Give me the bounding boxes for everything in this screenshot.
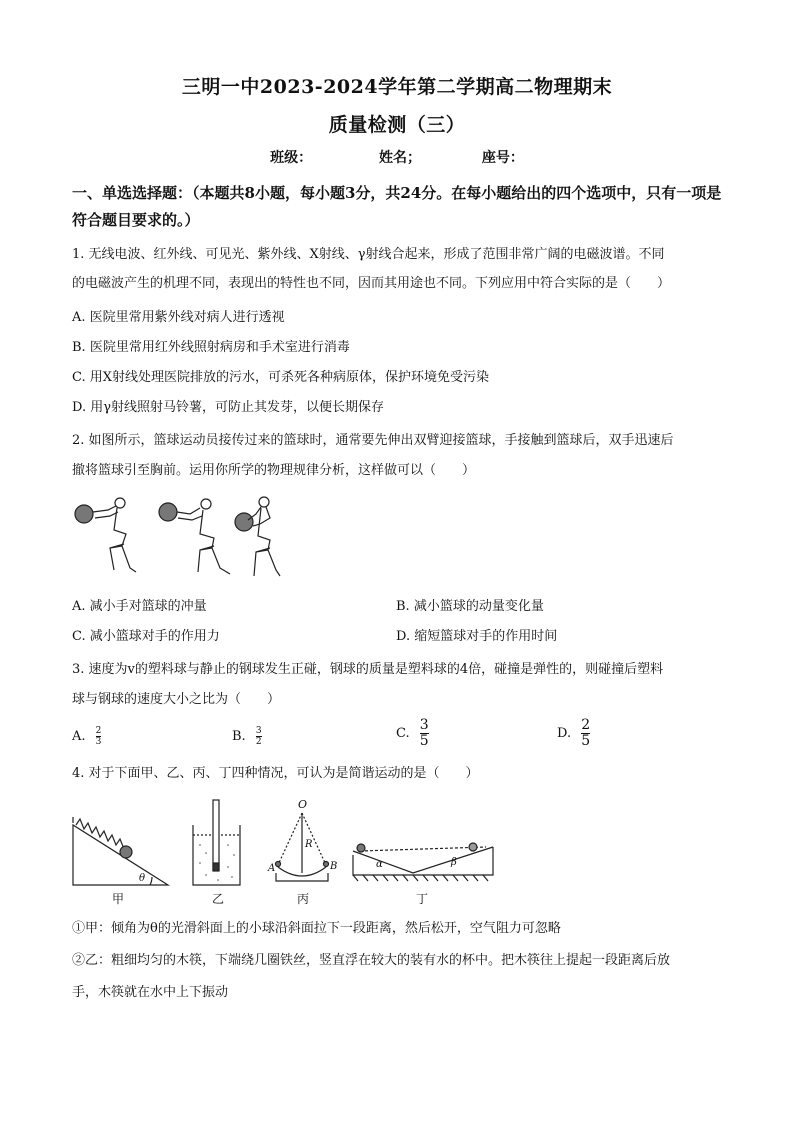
- q2-stem-line1: 2. 如图所示，篮球运动员接传过来的篮球时，通常要先伸出双臂迎接篮球，手接触到篮球后，双手迅速后: [72, 433, 674, 448]
- exam-subtitle: 质量检测（三）: [328, 114, 466, 136]
- section-heading: 一、单选选择题：（本题共8小题，每小题3分，共24分。在每小题给出的四个选项中，只有一项是符合题目要求的。）: [72, 184, 722, 229]
- q1-stem-line2: 的电磁波产生的机理不同，表现出的特性也不同，因而其用途也不同。下列应用中符合实际的是（ ）: [72, 276, 671, 291]
- q4-stem: 4. 对于下面甲、乙、丙、丁四种情况，可认为是简谐运动的是（ ）: [72, 766, 479, 781]
- svg-text:α: α: [376, 859, 383, 870]
- q1-option-a: A. 医院里常用紫外线对病人进行透视: [72, 310, 285, 325]
- svg-text:O: O: [298, 798, 308, 811]
- svg-text:B: B: [330, 861, 338, 872]
- basketball-catch-figure: [70, 490, 290, 585]
- fraction: $\frac{3}{2}$: [255, 726, 262, 747]
- svg-text:θ: θ: [139, 873, 146, 884]
- class-label: 班级：: [270, 150, 313, 166]
- name-label: 姓名；: [379, 150, 421, 166]
- svg-text:丁: 丁: [416, 892, 429, 906]
- q2-option-c: C. 减小篮球对手的作用力: [72, 629, 220, 644]
- q1-option-b: B. 医院里常用红外线照射病房和手术室进行消毒: [72, 340, 350, 355]
- q1-stem-line1: 1. 无线电波、红外线、可见光、紫外线、X射线、γ射线合起来，形成了范围非常广阔的电磁波谱。不同: [72, 247, 665, 262]
- q3-option-c: C. $\frac{3}{5}$: [396, 717, 429, 749]
- svg-text:β: β: [451, 857, 457, 868]
- q1-option-d: D. 用γ射线照射马铃薯，可防止其发芽，以便长期保存: [72, 400, 384, 415]
- basketball-icon: [159, 503, 177, 521]
- figure-bing: [267, 798, 337, 906]
- figure-yi: [193, 800, 240, 906]
- q2-option-b: B. 减小篮球的动量变化量: [396, 599, 544, 614]
- q3-stem-line1: 3. 速度为v的塑料球与静止的钢球发生正碰，钢球的质量是塑料球的4倍，碰撞是弹性的，则碰撞后塑料: [72, 662, 664, 677]
- student-info-row: [0, 147, 794, 167]
- svg-text:R: R: [305, 839, 313, 850]
- basketball-icon: [235, 513, 253, 531]
- q4-item-1: ①甲：倾角为θ的光滑斜面上的小球沿斜面拉下一段距离，然后松开，空气阻力可忽略: [72, 921, 561, 936]
- figure-ding: [353, 843, 493, 906]
- fraction: $\frac{2}{5}$: [581, 717, 591, 749]
- svg-text:A: A: [268, 863, 276, 874]
- q4-item-2-line2: 手，木筷就在水中上下振动: [72, 985, 229, 1000]
- fraction: $\frac{3}{5}$: [419, 717, 429, 749]
- svg-text:乙: 乙: [212, 892, 225, 906]
- q4-item-2-line1: ②乙：粗细均匀的木筷，下端绕几圈铁丝，竖直浮在较大的装有水的杯中。把木筷往上提起一段距离后放: [72, 953, 671, 968]
- oscillation-figures: [68, 795, 508, 910]
- figure-jia: [73, 817, 168, 906]
- svg-text:甲: 甲: [112, 892, 125, 906]
- q1-option-c: C. 用X射线处理医院排放的污水，可杀死各种病原体，保护环境免受污染: [72, 370, 490, 385]
- q3-stem-line2: 球与钢球的速度大小之比为（ ）: [72, 692, 281, 707]
- q2-stem-line2: 撤将篮球引至胸前。运用你所学的物理规律分析，这样做可以（ ）: [72, 463, 476, 478]
- seat-label: 座号：: [481, 150, 524, 166]
- q2-option-d: D. 缩短篮球对手的作用时间: [396, 629, 558, 644]
- svg-text:丙: 丙: [297, 892, 310, 906]
- q3-option-d: D. $\frac{2}{5}$: [557, 717, 591, 749]
- q3-option-a: A. $\frac{2}{3}$: [72, 726, 102, 747]
- q2-option-a: A. 减小手对篮球的冲量: [72, 599, 207, 614]
- fraction: $\frac{2}{3}$: [95, 726, 102, 747]
- exam-title: 三明一中2023-2024学年第二学期高二物理期末: [181, 76, 613, 98]
- q3-option-b: B. $\frac{3}{2}$: [232, 726, 262, 747]
- basketball-icon: [75, 505, 93, 523]
